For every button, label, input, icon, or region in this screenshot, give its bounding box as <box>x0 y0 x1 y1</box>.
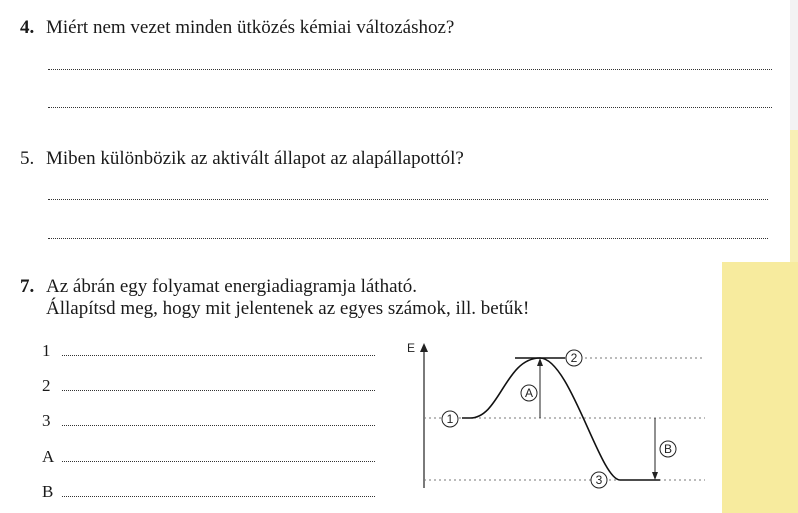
question-text: Miért nem vezet minden ütközés kémiai változáshoz? <box>46 17 455 38</box>
svg-text:2: 2 <box>570 351 578 365</box>
label-3-badge <box>591 472 607 488</box>
answer-label-b: B <box>42 482 54 501</box>
axis-arrow-icon <box>420 343 428 352</box>
question-number: 5. <box>20 148 35 169</box>
label-b-badge <box>660 441 676 457</box>
answer-label-3: 3 <box>42 411 51 430</box>
answer-label-a: A <box>42 447 55 466</box>
arrow-a-head-icon <box>537 358 543 366</box>
svg-text:A: A <box>524 386 534 400</box>
question-text: Miben különbözik az aktivált állapot az alapállapottól? <box>46 148 464 169</box>
svg-text:1: 1 <box>446 412 454 426</box>
svg-text:3: 3 <box>595 473 603 487</box>
question-number: 4. <box>20 17 35 38</box>
energy-curve <box>462 358 660 480</box>
arrow-b-head-icon <box>652 472 658 480</box>
question-text: Az ábrán egy folyamat energiadiagramja látható. <box>46 276 418 297</box>
label-a-badge <box>521 385 537 401</box>
answer-label-2: 2 <box>42 376 51 395</box>
question-text: Állapítsd meg, hogy mit jelentenek az egyes számok, ill. betűk! <box>46 298 530 319</box>
question-number: 7. <box>20 276 35 297</box>
answer-label-1: 1 <box>42 341 51 360</box>
label-2-badge <box>566 350 582 366</box>
svg-text:B: B <box>663 442 673 456</box>
label-1-badge <box>442 411 458 427</box>
axis-label: E <box>407 341 416 355</box>
